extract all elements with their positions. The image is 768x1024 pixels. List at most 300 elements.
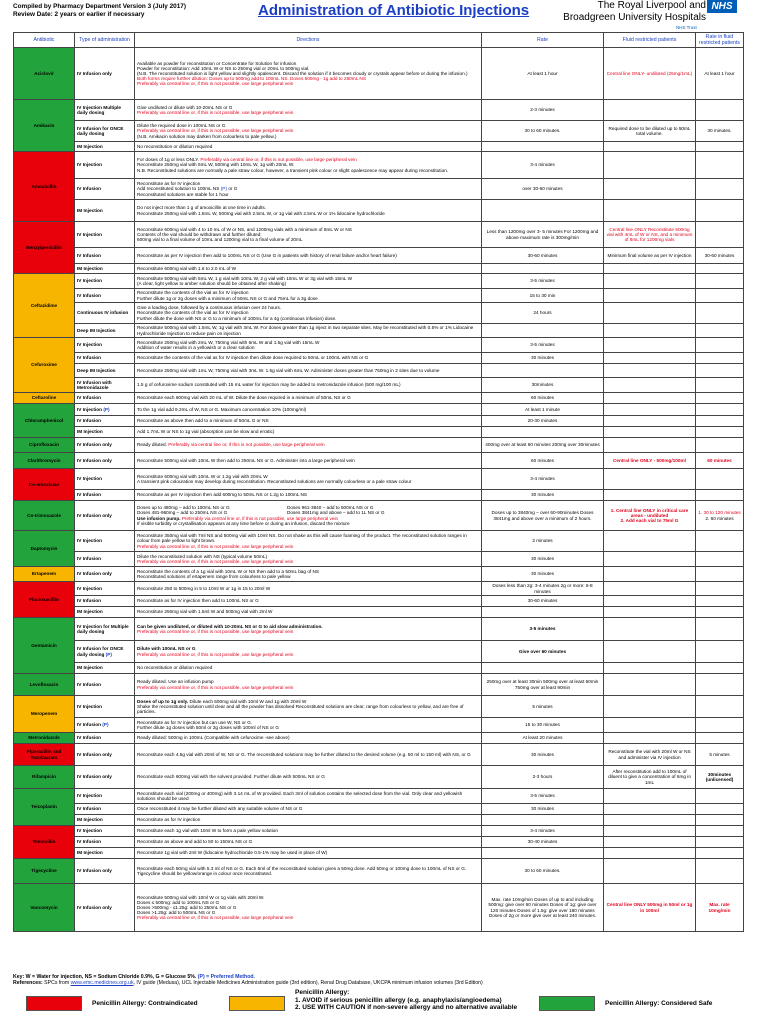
rate-fluid-cell xyxy=(696,804,744,815)
directions-cell xyxy=(135,200,482,222)
table-row xyxy=(14,859,744,884)
directions-cell: Reconstitute 250mg vial with 1.5ml W and 500mg vial with 2ml W xyxy=(135,607,482,618)
fluid-cell xyxy=(604,416,696,427)
rate-fluid-cell xyxy=(696,179,744,200)
compiled-info xyxy=(13,3,186,19)
rate-cell: At least 1 hour xyxy=(482,48,604,100)
table-row xyxy=(14,596,744,607)
table-row xyxy=(14,179,744,200)
legend-red-label: Penicillin Allergy: Contraindicated xyxy=(92,1000,198,1007)
fluid-cell xyxy=(604,289,696,303)
direction-line: Reconstitute the contents of the vial as for IV injection xyxy=(137,310,249,316)
route-cell: IV Infusion xyxy=(75,596,135,607)
directions-cell xyxy=(135,222,482,248)
rate-fluid-cell xyxy=(696,142,744,152)
rate-cell: 30minutes xyxy=(482,378,604,393)
route-cell: IM Injection xyxy=(75,607,135,618)
route-cell: IV Infusion only xyxy=(75,859,135,884)
rate-cell xyxy=(482,427,604,438)
rate-fluid-cell: Max. rate 10mg/min xyxy=(696,884,744,932)
drug-ceftaroline: Ceftaroline xyxy=(14,393,75,404)
fluid-item: 1. Central line ONLY in critical care areas - undiluted xyxy=(610,507,689,518)
directions-cell: 1.5 g of cefuroxime sodium constituted with 15 mL water for injection may be added to metronidazole infusion (500 mg/100 mL) xyxy=(135,378,482,393)
fluid-cell xyxy=(604,718,696,733)
emc-link[interactable]: www.emc.medicines.org.uk xyxy=(70,980,134,986)
route-cell: IV Injection xyxy=(75,582,135,596)
directions-cell: Add 1.7mL W or NS to 1g vial (absorption can be slow and erratic) xyxy=(135,427,482,438)
directions-cell: No reconstitution or dilution required xyxy=(135,663,482,674)
table-row xyxy=(14,837,744,848)
table-row xyxy=(14,100,744,121)
table-row xyxy=(14,618,744,641)
route-cell: IV Infusion xyxy=(75,552,135,567)
rate-fluid-cell xyxy=(696,567,744,582)
rate-fluid-cell xyxy=(696,427,744,438)
directions-cell: Reconstitute 500mg vial with 10mL W then add to 250mL NS or G. Administer into a large peripheral vein xyxy=(135,453,482,469)
route-cell: IM Injection xyxy=(75,427,135,438)
col-fluid: Fluid restricted patients xyxy=(604,33,696,48)
fluid-cell xyxy=(604,815,696,826)
drug-co-amoxiclav: Co-amoxiclav xyxy=(14,469,75,501)
drug-chloramphenicol: Chloramphenicol xyxy=(14,404,75,438)
directions-cell: Ready diluted: 500mg in 100mL (Compatible with cefuroxime -see above) xyxy=(135,733,482,744)
directions-cell xyxy=(135,274,482,289)
legend-amber-swatch xyxy=(229,996,285,1011)
fluid-cell xyxy=(604,438,696,453)
directions-cell: Reconstitute 1g vial with 2ml W (lidocaine hydrochloride 0.5-1% may be used in place of W) xyxy=(135,848,482,859)
page-header xyxy=(0,0,768,32)
directions-cell: Reconstitute as for IV injection then add to 100mL NS or G xyxy=(135,596,482,607)
directions-cell xyxy=(135,289,482,303)
legend-red-swatch xyxy=(26,996,82,1011)
table-row xyxy=(14,884,744,932)
rate-fluid-cell xyxy=(696,826,744,837)
directions-cell: Reconstitute each 600mg vial with the solvent provided. Further dilute with 500mL NS or G xyxy=(135,766,482,789)
drug-tigecycline: Tigecycline xyxy=(14,859,75,884)
route-cell xyxy=(75,404,135,416)
directions-cell xyxy=(135,179,482,200)
rate-cell xyxy=(482,200,604,222)
references-label: References: xyxy=(13,980,43,986)
directions-cell: Reconstitute as above then add to a minimum of 50mL G or NS xyxy=(135,416,482,427)
route-cell: Deep IM Injection xyxy=(75,324,135,338)
rate-fluid-cell xyxy=(696,663,744,674)
col-type: Type of administration xyxy=(75,33,135,48)
rate-cell: 30-60 minutes xyxy=(482,596,604,607)
route-cell: IV Infusion only xyxy=(75,744,135,766)
directions-cell xyxy=(135,100,482,121)
rate-fluid-cell xyxy=(696,815,744,826)
rate-fluid-cell xyxy=(696,274,744,289)
legend-amber-item: 1. AVOID if serious penicillin allergy (e.g. anaphylaxis/angioedema) xyxy=(295,996,502,1004)
compiled-line: Compiled by Pharmacy Department Version 3 (July 2017) xyxy=(13,3,186,10)
route-cell xyxy=(75,641,135,663)
route-cell: IM Injection xyxy=(75,142,135,152)
nhs-logo: NHS xyxy=(707,0,737,13)
table-row xyxy=(14,289,744,303)
route-cell: IV Infusion only xyxy=(75,438,135,453)
table-row xyxy=(14,142,744,152)
route-cell: IV Infusion xyxy=(75,804,135,815)
direction-line: Reconstituted solutions are stable for 1 hour xyxy=(137,191,229,197)
directions-cell: No reconstitution or dilution required xyxy=(135,142,482,152)
rate-cell: 30 minutes xyxy=(482,804,604,815)
fluid-cell xyxy=(604,641,696,663)
rate-fluid-cell xyxy=(696,353,744,364)
rate-fluid-cell xyxy=(696,378,744,393)
rate-fluid-cell: At least 1 hour xyxy=(696,48,744,100)
directions-cell: Once reconstituted it may be further diluted with any suitable volume of NS or G xyxy=(135,804,482,815)
rate-cell xyxy=(482,815,604,826)
direction-line: A transient pink colouration may develop during reconstitution. Reconstituted solutions are normally colourless or a pale straw colour xyxy=(137,479,412,484)
rate-fluid-cell xyxy=(696,289,744,303)
table-row xyxy=(14,152,744,179)
direction-line: (N.B. The reconstituted solution is light yellow and slightly opalescent. Discard the solution if it becomes cloudy or crystals appear before or during the infusion.) xyxy=(137,70,468,76)
rate-cell: 30 to 60 minutes. xyxy=(482,121,604,142)
route-cell: IV Injection xyxy=(75,338,135,353)
references-text: SPCs from xyxy=(44,980,70,986)
preferred-marker: (P) xyxy=(102,722,109,728)
table-row xyxy=(14,274,744,289)
direction-warning: Preferably via central line or, if this is not possible, use large peripheral vein xyxy=(137,128,294,134)
route-cell: IV Injection xyxy=(75,826,135,837)
direction-line: Addition of water results in a yellowish or a clear solution xyxy=(137,345,255,350)
drug-vancomycin: Vancomycin xyxy=(14,884,75,932)
route-cell: IV Infusion xyxy=(75,248,135,264)
table-row xyxy=(14,815,744,826)
route-cell: IV Infusion only xyxy=(75,453,135,469)
drug-benzylpenicillin: Benzylpenicillin xyxy=(14,222,75,274)
key-preferred: (P) = Preferred Method. xyxy=(197,974,255,980)
table-row xyxy=(14,353,744,364)
route-cell: IV Infusion xyxy=(75,674,135,696)
rate-fluid-cell xyxy=(696,674,744,696)
directions-cell xyxy=(135,718,482,733)
rate-fluid-cell xyxy=(696,490,744,501)
table-row xyxy=(14,848,744,859)
drug-metronidazole: Metronidazole xyxy=(14,733,75,744)
direction-warning: Preferably via central line or, if this is not possible, use large peripheral vein xyxy=(137,110,294,115)
fluid-cell xyxy=(604,804,696,815)
rate-cell: 3-4 minutes xyxy=(482,469,604,490)
rate-cell: 3-5 minutes xyxy=(482,618,604,641)
table-row xyxy=(14,121,744,142)
table-row xyxy=(14,744,744,766)
direction-line: Reconstitute 600mg vial with 10mL W or 1.2g vial with 20mL W xyxy=(137,473,268,479)
rate-fluid-cell xyxy=(696,324,744,338)
rate-cell: over 30-60 minutes xyxy=(482,179,604,200)
fluid-cell xyxy=(604,531,696,552)
drug-meropenem: Meropenem xyxy=(14,696,75,733)
table-row xyxy=(14,804,744,815)
table-row xyxy=(14,552,744,567)
rate-cell: 60 minutes xyxy=(482,393,604,404)
rate-fluid-cell xyxy=(696,264,744,274)
directions-cell xyxy=(135,674,482,696)
directions-cell: Reconstitute as per IV injection then add 600mg to 50mL NS or 1.2g to 100mL NS xyxy=(135,490,482,501)
table-row xyxy=(14,393,744,404)
direction-text: Doses 3841mg and above – add to 1L NS or G xyxy=(287,510,385,516)
direction-warning: Preferably via central line or, if this is not possible, use large peripheral vein xyxy=(137,684,294,690)
rate-fluid-cell xyxy=(696,404,744,416)
rate-fluid-cell xyxy=(696,859,744,884)
rate-fluid-cell xyxy=(696,100,744,121)
fluid-cell xyxy=(604,501,696,531)
drug-amikacin: Amikacin xyxy=(14,100,75,152)
table-row xyxy=(14,766,744,789)
drug-aciclovir: Aciclovir xyxy=(14,48,75,100)
rate-cell: 3-4 minutes xyxy=(482,826,604,837)
direction-line: Reconstitute the contents of a 1g vial with 10mL W or NS then add to a 50mL bag of NS xyxy=(137,568,320,574)
rate-fluid-cell xyxy=(696,469,744,490)
rate-fluid-cell xyxy=(696,641,744,663)
rate-fluid-cell xyxy=(696,718,744,733)
rate-fluid-cell xyxy=(696,789,744,804)
route-cell: IV Injection Multiple daily dosing xyxy=(75,100,135,121)
drug-gentamicin: Gentamicin xyxy=(14,618,75,674)
direction-line: Contents of the vial should be withdrawn and further diluted: xyxy=(137,231,262,237)
direction-line: Reconstitute the contents of the vial as for IV injection xyxy=(137,290,249,296)
rate-cell: 60 minutes xyxy=(482,453,604,469)
direction-line: Reconstitute 250mg vial with 5mL W, 500mg with 10mL W, 1g with 20mL W. xyxy=(137,162,295,168)
col-directions: Directions xyxy=(135,33,482,48)
rate-fluid-cell xyxy=(696,607,744,618)
direction-line: Available as powder for reconstitution or Concentrate for Solution for infusion xyxy=(137,60,297,66)
drug-co-trimoxazole: Co-trimoxazole xyxy=(14,501,75,531)
route-text: IV Infusion xyxy=(77,722,101,728)
drug-rifampicin: Rifampicin xyxy=(14,766,75,789)
fluid-item: 2. Add each vial to 75ml G xyxy=(620,518,679,524)
drug-flucloxacillin: Flucloxacillin xyxy=(14,582,75,618)
direction-line: Reconstitute 500mg vial with 5mL W, 1 g vial with 10mL W, 2 g vial with 10mL W or 3g vial with 15mL W xyxy=(137,275,353,281)
table-row xyxy=(14,733,744,744)
hospital-name xyxy=(556,0,706,24)
route-cell: IV Infusion xyxy=(75,837,135,848)
direction-text: Add reconstituted solution to 100mL NS xyxy=(137,186,220,192)
directions-cell: Reconstitute as for IV injection xyxy=(135,815,482,826)
directions-cell: Reconstitute each 1g vial with 10ml W to form a pale yellow solution xyxy=(135,826,482,837)
route-cell: IV Infusion xyxy=(75,416,135,427)
direction-line: (N.B. Amikacin solution may darken from colourless to pale yellow.) xyxy=(137,133,277,139)
route-cell: IM Injection xyxy=(75,815,135,826)
route-cell: IM Injection xyxy=(75,848,135,859)
direction-line: Further dilute the dose with NS or G to a minimum of 100mL for a 4g (continuous infusion) dose. xyxy=(137,315,337,321)
direction-line: Ready diluted. Use an infusion pump xyxy=(137,679,214,685)
directions-cell: Reconstitute the contents of the vial as for IV injection then dilute dose required to 50mL or 100mL with NS or G xyxy=(135,353,482,364)
table-row xyxy=(14,696,744,718)
rate-fluid-cell: 5 minutes xyxy=(696,744,744,766)
directions-cell xyxy=(135,696,482,718)
drug-ceftazidime: Ceftazidime xyxy=(14,274,75,338)
direction-warning: Preferably via central line or, if this is not possible, use large peripheral vein xyxy=(137,543,294,549)
col-antibiotic: Antibiotic xyxy=(14,33,75,48)
direction-line: (A clear, light yellow to amber solution should be obtained after shaking) xyxy=(137,281,287,286)
rate-cell xyxy=(482,264,604,274)
rate-cell: Give over 60 minutes xyxy=(482,641,604,663)
route-text: IV Infusion for ONCE daily dosing xyxy=(77,646,124,657)
fluid-cell xyxy=(604,618,696,641)
fluid-cell xyxy=(604,552,696,567)
directions-cell: Reconstitute 600mg vial with 1.6 to 2.0 mL of W xyxy=(135,264,482,274)
rate-fluid-cell xyxy=(696,531,744,552)
rate-fluid-item: 2. 60 minutes xyxy=(705,515,734,521)
table-row xyxy=(14,378,744,393)
table-row xyxy=(14,264,744,274)
fluid-cell xyxy=(604,324,696,338)
fluid-cell xyxy=(604,274,696,289)
directions-cell: Reconstitute each 4.5g vial with 20ml of W, NS or G. The reconstituted solutions may be further diluted to the desired volume (e.g. 50 ml to 150 ml) with NS, or G xyxy=(135,744,482,766)
directions-cell xyxy=(135,121,482,142)
page-title: Administration of Antibiotic Injections xyxy=(258,2,530,19)
rate-fluid-cell xyxy=(696,733,744,744)
rate-fluid-cell xyxy=(696,303,744,324)
fluid-cell xyxy=(604,607,696,618)
rate-cell: Doses less than 2g: 3-4 minutes 2g or more: 6-8 minutes xyxy=(482,582,604,596)
fluid-cell xyxy=(604,200,696,222)
route-text: IV Injection xyxy=(77,406,103,412)
rate-cell: 30 minutes xyxy=(482,744,604,766)
rate-fluid-cell xyxy=(696,222,744,248)
rate-cell: At least 1 minute xyxy=(482,404,604,416)
direction-line: Reconstitute 250mg vial with 1.5mL W, 500mg vial with 2.5mL W, or 1g vial with 2.5mL W or 1% lidocaine hydrochloride xyxy=(137,210,385,216)
direction-text: Doses of up to 1g only. xyxy=(137,698,189,704)
fluid-cell xyxy=(604,152,696,179)
legend-green-label: Penicillin Allergy: Considered Safe xyxy=(605,1000,713,1007)
rate-cell: 30 minutes xyxy=(482,490,604,501)
rate-cell xyxy=(482,364,604,378)
directions-cell: Reconstitute as above and add to 50 to 150mL NS or G xyxy=(135,837,482,848)
rate-cell: 400mg over at least 60 minutes 200mg over 30minutes xyxy=(482,438,604,453)
rate-fluid-cell: 60 minutes xyxy=(696,453,744,469)
fluid-cell: Central line ONLY Reconstitute 600mg vial with 4mL of W or NS, and a minimum of 8mL for 1200mg vials xyxy=(604,222,696,248)
preferred-marker: (P) xyxy=(220,186,227,192)
rate-fluid-cell xyxy=(696,837,744,848)
direction-line: Reconstitute 350mg vial with 7ml NS and 500mg vial with 10ml NS. Do not shake as this will cause foaming of the product. The reconstituted solution ranges in colour from pale yellow to light brown. xyxy=(137,533,467,544)
directions-cell xyxy=(135,469,482,490)
fluid-cell xyxy=(604,696,696,718)
hospital-line-2: Broadgreen University Hospitals xyxy=(563,12,706,23)
directions-cell xyxy=(135,438,482,453)
drug-daptomycin: Daptomycin xyxy=(14,531,75,567)
route-cell: IV Infusion only xyxy=(75,567,135,582)
direction-line: Can be given undiluted, or diluted with 10-20mL NS or G to aid slow administration. xyxy=(137,623,323,629)
drug-temocillin: Temocillin xyxy=(14,826,75,859)
fluid-cell: Minimum final volume as per IV injection xyxy=(604,248,696,264)
direction-line: Give undiluted or dilute with 10-20mL NS or G xyxy=(137,104,233,110)
table-row xyxy=(14,222,744,248)
fluid-cell xyxy=(604,826,696,837)
rate-cell xyxy=(482,142,604,152)
direction-text: Doses 481-960mg – add to 250mL NS or G xyxy=(137,510,228,516)
drug-piperacillin-tazobactam: Piperacillin and Tazobactam xyxy=(14,744,75,766)
rate-cell: 20-30 minutes xyxy=(482,416,604,427)
table-row xyxy=(14,427,744,438)
direction-line: Dilute the required dose in 100mL NS or G xyxy=(137,123,226,129)
legend-green-swatch xyxy=(539,996,595,1011)
table-row xyxy=(14,200,744,222)
fluid-cell: After reconstitution add to 100mL of diluent to give a concentration of 6mg in 1mL xyxy=(604,766,696,789)
direction-line: Reconstitute 500mg vial with 10ml W or 1g vials with 20ml W. xyxy=(137,894,265,900)
rate-fluid-cell: 30 minutes. xyxy=(696,121,744,142)
rate-fluid-cell xyxy=(696,416,744,427)
fluid-cell xyxy=(604,427,696,438)
rate-fluid-cell xyxy=(696,582,744,596)
header-row xyxy=(14,33,744,48)
review-line: Review Date: 2 years or earlier if necessary xyxy=(13,11,145,18)
nhs-trust-label: NHS Trust xyxy=(676,25,697,30)
allergy-legend xyxy=(13,990,753,1020)
route-cell: IV Infusion xyxy=(75,179,135,200)
direction-warning: Preferably via central line or, if this is not possible, use large peripheral vein xyxy=(181,515,339,521)
rate-fluid-item: 1. 30 to 120 minutes xyxy=(698,510,741,516)
rate-cell: 3-5 minutes xyxy=(482,338,604,353)
directions-cell xyxy=(135,618,482,641)
direction-warning: Preferably via central line or, if this is not possible, use large peripheral vein xyxy=(168,442,325,448)
drug-ciprofloxacin: Ciprofloxacin xyxy=(14,438,75,453)
directions-cell: Reconstitute each 600mg vial with 20 mL of W. Dilute the dose required in a minimum of 50mL NS or G xyxy=(135,393,482,404)
route-cell: IV Infusion xyxy=(75,733,135,744)
directions-cell: Reconstitute as per IV injection then add to 100mL NS or G (Use G in patients with history of renal failure and/or heart failure) xyxy=(135,248,482,264)
route-cell: IV Injection xyxy=(75,531,135,552)
table-row xyxy=(14,364,744,378)
directions-cell: Reconstitute 500mg vial with 1.5mL W, 1g vial with 3mL W. For doses greater than 1g inject in two separate sites. May be reconstituted with 0.5% or 1% Lidocaine Hydrochloride Injection to reduce pain on injection xyxy=(135,324,482,338)
direction-text: Doses up to 480mg – add to 100mL NS or G xyxy=(137,505,230,511)
rate-fluid-cell xyxy=(696,501,744,531)
key-text: Key: W = Water for injection, NS = Sodium Chloride 0.9%, G = Glucose 5%. xyxy=(13,974,197,980)
direction-warning: Preferably via central line or, if this is not possible, use large peripheral vein xyxy=(137,629,294,634)
direction-text: For doses of 1g or less ONLY. xyxy=(137,157,200,163)
fluid-cell xyxy=(604,364,696,378)
fluid-cell: Central line ONLY- undiluted (25mg/1mL) xyxy=(604,48,696,100)
preferred-marker: (P) xyxy=(105,651,112,657)
rate-cell: 30 minutes xyxy=(482,353,604,364)
rate-fluid-cell xyxy=(696,552,744,567)
direction-line: Reconstitute as for IV injection xyxy=(137,181,201,187)
route-cell: IV Injection xyxy=(75,274,135,289)
directions-cell: Reconstitute each vial (200mg or 400mg) with 3.14 mL of W provided. Each 3ml of solution contains the selected dose from the vial. Only clear and yellowish solutions should be used xyxy=(135,789,482,804)
direction-warning: Both forms require further dilution: Doses up to 500mg add to 100mL NS. Doses 500mg - 1g add to 250mL NS xyxy=(137,76,366,82)
rate-fluid-cell xyxy=(696,438,744,453)
fluid-cell xyxy=(604,596,696,607)
rate-cell: Max. rate 10mg/min Doses of up to and including 500mg: give over 60 minutes Doses of 1g: give over 120 minutes Doses of 1.5g: give over 180 minutes Doses of 2g or more give over at least 240 minutes. xyxy=(482,884,604,932)
drug-ertapenem: Ertapenem xyxy=(14,567,75,582)
fluid-cell: Required dose to be diluted up to 50mL total volume. xyxy=(604,121,696,142)
fluid-cell xyxy=(604,353,696,364)
fluid-cell xyxy=(604,859,696,884)
directions-cell: Reconstitute each 50mg vial with 5.3 ml of NS or G. Each 5ml of the reconstituted solution gives a 50mg dose. Add 50mg or 100mg dose to 100mL of NS or G. Tigecycline should be yellow/orange in colour once reconstituted. xyxy=(135,859,482,884)
rate-cell: 30 minutes xyxy=(482,567,604,582)
rate-cell: 30 to 60 minutes. xyxy=(482,859,604,884)
route-cell: IV Infusion xyxy=(75,490,135,501)
rate-cell: Less than 1200mg over 3- 5 minutes For 1200mg and above maximum rate is 300mg/min xyxy=(482,222,604,248)
route-cell: IV Infusion only xyxy=(75,48,135,100)
route-cell xyxy=(75,718,135,733)
fluid-cell xyxy=(604,663,696,674)
table-row xyxy=(14,438,744,453)
antibiotic-table xyxy=(13,32,744,932)
fluid-cell xyxy=(604,179,696,200)
directions-cell xyxy=(135,531,482,552)
table-row xyxy=(14,303,744,324)
rate-cell: 15 to 30 min xyxy=(482,289,604,303)
direction-line: Dilute with 100mL NS or G xyxy=(137,646,196,652)
direction-text: Dilute each 500mg vial with 10ml W and 1g with 20ml W xyxy=(189,698,307,704)
direction-line: Powder for reconstitution: Add 10mL W or NS to 250mg vial or 20mL to 500mg vial. xyxy=(137,65,310,71)
route-cell: IV Infusion only xyxy=(75,766,135,789)
legend-amber-block xyxy=(295,989,517,1012)
route-cell: IV Injection xyxy=(75,152,135,179)
route-cell: IV Infusion with Metronidazole xyxy=(75,378,135,393)
